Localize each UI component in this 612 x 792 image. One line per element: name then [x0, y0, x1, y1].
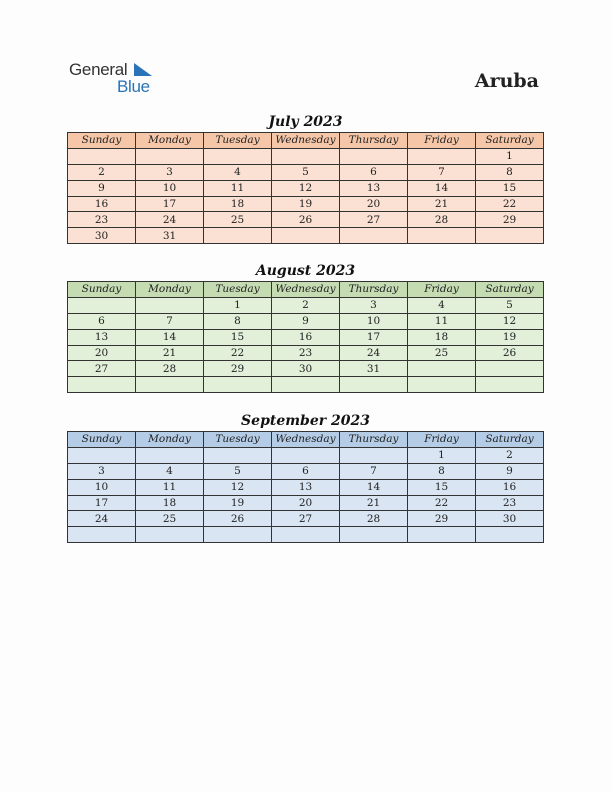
day-cell: 20 [272, 495, 340, 511]
day-cell: 24 [136, 212, 204, 228]
day-cell: 8 [408, 463, 476, 479]
day-cell: 11 [408, 313, 476, 329]
day-cell: 1 [408, 447, 476, 463]
day-cell [204, 527, 272, 543]
week-row [68, 297, 544, 313]
day-cell: 2 [272, 297, 340, 313]
calendar-body [68, 297, 544, 392]
day-cell [476, 527, 544, 543]
week-row [68, 212, 544, 228]
day-cell [272, 447, 340, 463]
week-row [68, 361, 544, 377]
week-row [68, 148, 544, 164]
day-cell: 17 [340, 329, 408, 345]
day-cell: 29 [204, 361, 272, 377]
day-cell: 10 [340, 313, 408, 329]
day-cell: 20 [340, 196, 408, 212]
weekday-header-sunday: Sunday [68, 282, 136, 298]
weekday-header-saturday: Saturday [476, 282, 544, 298]
weekday-header-tuesday: Tuesday [204, 133, 272, 149]
day-cell [68, 527, 136, 543]
day-cell: 28 [136, 361, 204, 377]
week-row [68, 495, 544, 511]
day-cell: 21 [136, 345, 204, 361]
day-cell: 6 [68, 313, 136, 329]
day-cell [272, 377, 340, 393]
day-cell: 24 [68, 511, 136, 527]
day-cell: 26 [204, 511, 272, 527]
day-cell [204, 447, 272, 463]
week-row [68, 313, 544, 329]
day-cell [68, 377, 136, 393]
day-cell [408, 377, 476, 393]
day-cell: 20 [68, 345, 136, 361]
day-cell: 4 [408, 297, 476, 313]
weekday-header-monday: Monday [136, 133, 204, 149]
day-cell: 3 [340, 297, 408, 313]
day-cell [476, 228, 544, 244]
country-title: Aruba [474, 70, 539, 92]
day-cell [68, 297, 136, 313]
day-cell [408, 527, 476, 543]
day-cell: 17 [68, 495, 136, 511]
day-cell: 12 [204, 479, 272, 495]
day-cell [476, 377, 544, 393]
day-cell: 22 [204, 345, 272, 361]
day-cell: 16 [476, 479, 544, 495]
day-cell [340, 527, 408, 543]
day-cell: 15 [408, 479, 476, 495]
day-cell [408, 361, 476, 377]
day-cell: 23 [272, 345, 340, 361]
month-july [67, 112, 544, 244]
day-cell: 9 [476, 463, 544, 479]
day-cell: 25 [408, 345, 476, 361]
day-cell [68, 148, 136, 164]
day-cell: 19 [476, 329, 544, 345]
weekday-header-wednesday: Wednesday [272, 133, 340, 149]
day-cell [272, 228, 340, 244]
weekday-header-sunday: Sunday [68, 432, 136, 448]
day-cell: 19 [204, 495, 272, 511]
day-cell: 2 [476, 447, 544, 463]
day-cell: 7 [408, 164, 476, 180]
day-cell: 1 [476, 148, 544, 164]
month-september [67, 411, 544, 543]
day-cell: 10 [136, 180, 204, 196]
day-cell: 22 [476, 196, 544, 212]
calendar-body [68, 148, 544, 243]
day-cell: 14 [408, 180, 476, 196]
day-cell: 13 [272, 479, 340, 495]
weekday-header-monday: Monday [136, 432, 204, 448]
day-cell [408, 228, 476, 244]
weekday-header-row [68, 133, 544, 149]
month-title: September 2023 [241, 413, 370, 429]
day-cell: 29 [476, 212, 544, 228]
day-cell [408, 148, 476, 164]
week-row [68, 196, 544, 212]
day-cell [136, 527, 204, 543]
day-cell [136, 447, 204, 463]
day-cell: 3 [68, 463, 136, 479]
day-cell: 31 [340, 361, 408, 377]
day-cell: 7 [340, 463, 408, 479]
day-cell: 22 [408, 495, 476, 511]
day-cell: 9 [68, 180, 136, 196]
weekday-header-thursday: Thursday [340, 133, 408, 149]
weekday-header-thursday: Thursday [340, 282, 408, 298]
weekday-header-wednesday: Wednesday [272, 282, 340, 298]
day-cell: 30 [476, 511, 544, 527]
day-cell: 25 [204, 212, 272, 228]
day-cell [68, 447, 136, 463]
day-cell: 13 [68, 329, 136, 345]
day-cell: 27 [272, 511, 340, 527]
calendar-table [67, 431, 544, 543]
day-cell: 12 [476, 313, 544, 329]
weekday-header-saturday: Saturday [476, 133, 544, 149]
weekday-header-thursday: Thursday [340, 432, 408, 448]
day-cell: 8 [476, 164, 544, 180]
day-cell: 13 [340, 180, 408, 196]
day-cell: 2 [68, 164, 136, 180]
day-cell [340, 228, 408, 244]
day-cell [136, 297, 204, 313]
week-row [68, 377, 544, 393]
day-cell: 21 [408, 196, 476, 212]
calendar-table [67, 132, 544, 244]
weekday-header-friday: Friday [408, 432, 476, 448]
day-cell: 5 [204, 463, 272, 479]
day-cell: 6 [340, 164, 408, 180]
weekday-header-row [68, 282, 544, 298]
day-cell [204, 228, 272, 244]
calendar-table [67, 281, 544, 393]
week-row [68, 345, 544, 361]
day-cell: 16 [68, 196, 136, 212]
weekday-header-sunday: Sunday [68, 133, 136, 149]
day-cell [340, 148, 408, 164]
day-cell [340, 377, 408, 393]
day-cell [204, 148, 272, 164]
day-cell: 1 [204, 297, 272, 313]
week-row [68, 511, 544, 527]
day-cell: 5 [272, 164, 340, 180]
day-cell: 5 [476, 297, 544, 313]
week-row [68, 463, 544, 479]
week-row [68, 228, 544, 244]
week-row [68, 164, 544, 180]
month-title: August 2023 [255, 263, 356, 279]
day-cell [204, 377, 272, 393]
day-cell: 19 [272, 196, 340, 212]
week-row [68, 479, 544, 495]
weekday-header-row [68, 432, 544, 448]
day-cell: 14 [340, 479, 408, 495]
day-cell: 4 [204, 164, 272, 180]
day-cell: 21 [340, 495, 408, 511]
day-cell: 15 [204, 329, 272, 345]
weekday-header-monday: Monday [136, 282, 204, 298]
day-cell [272, 527, 340, 543]
day-cell: 23 [68, 212, 136, 228]
day-cell: 17 [136, 196, 204, 212]
weekday-header-tuesday: Tuesday [204, 282, 272, 298]
month-title: July 2023 [268, 114, 343, 130]
day-cell: 3 [136, 164, 204, 180]
day-cell: 18 [204, 196, 272, 212]
day-cell [136, 148, 204, 164]
day-cell: 8 [204, 313, 272, 329]
day-cell [340, 447, 408, 463]
weekday-header-friday: Friday [408, 282, 476, 298]
day-cell: 25 [136, 511, 204, 527]
day-cell: 24 [340, 345, 408, 361]
day-cell: 18 [408, 329, 476, 345]
weekday-header-saturday: Saturday [476, 432, 544, 448]
day-cell: 18 [136, 495, 204, 511]
day-cell: 31 [136, 228, 204, 244]
day-cell: 30 [68, 228, 136, 244]
weekday-header-friday: Friday [408, 133, 476, 149]
day-cell: 12 [272, 180, 340, 196]
day-cell: 28 [340, 511, 408, 527]
week-row [68, 447, 544, 463]
day-cell: 30 [272, 361, 340, 377]
day-cell: 28 [408, 212, 476, 228]
calendar-body [68, 447, 544, 542]
day-cell: 26 [476, 345, 544, 361]
day-cell: 10 [68, 479, 136, 495]
week-row [68, 329, 544, 345]
day-cell: 14 [136, 329, 204, 345]
day-cell: 29 [408, 511, 476, 527]
day-cell: 26 [272, 212, 340, 228]
day-cell [136, 377, 204, 393]
day-cell [476, 361, 544, 377]
brand-logo [69, 60, 169, 96]
day-cell: 7 [136, 313, 204, 329]
week-row [68, 180, 544, 196]
day-cell: 11 [136, 479, 204, 495]
day-cell: 27 [340, 212, 408, 228]
weekday-header-wednesday: Wednesday [272, 432, 340, 448]
month-august [67, 261, 544, 393]
week-row [68, 527, 544, 543]
day-cell: 11 [204, 180, 272, 196]
logo-triangle-icon [134, 63, 152, 77]
day-cell [272, 148, 340, 164]
day-cell: 6 [272, 463, 340, 479]
day-cell: 27 [68, 361, 136, 377]
day-cell: 9 [272, 313, 340, 329]
day-cell: 15 [476, 180, 544, 196]
day-cell: 16 [272, 329, 340, 345]
logo-blue-text: Blue [117, 77, 150, 96]
logo-general-text: General [69, 60, 128, 79]
day-cell: 23 [476, 495, 544, 511]
day-cell: 4 [136, 463, 204, 479]
weekday-header-tuesday: Tuesday [204, 432, 272, 448]
